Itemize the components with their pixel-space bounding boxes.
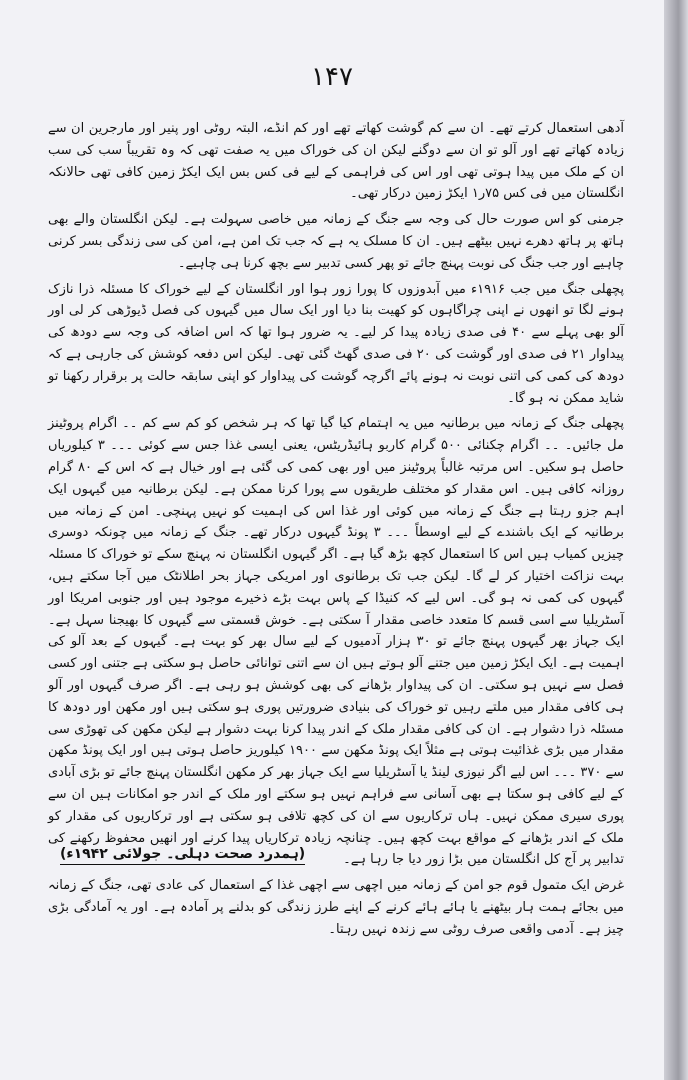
article-body [48,118,624,944]
paragraph: پچھلی جنگ میں جب ۱۹۱۶ء میں آبدوزوں کا پورا زور ہوا اور انگلستان کے لیے خوراک کا مسئلہ ذرا نازک ہونے لگا تو انھوں نے اپنی چراگاہوں کو کھیت بنا دیا اور ایک سال میں گیہوں کی فصل ڈیوڑھی کر لی اور آلو بھی پہلے سے ۴۰ فی صدی زیادہ پیدا کر لیے۔ یہ ضرور ہوا تھا کہ اس اضافہ کی وجہ سے دودھ کی پیداوار ۲۱ فی صدی اور گوشت کی ۲۰ فی صدی گھٹ گئی تھی۔ لیکن اس دفعہ کوشش کی جارہی ہے کہ دودھ کی کمی کی اتنی نوبت نہ ہونے پائے اگرچہ گوشت کی پیداوار کو اپنی سابقہ حالت پر برقرار رکھنا تو شاید ممکن نہ ہو گا۔ [48,281,625,406]
source-credit-text: (ہمدرد صحت دہلی۔ جولائی ۱۹۴۲ء) [60,846,305,865]
source-credit [60,846,620,862]
page-edge-shadow [664,0,688,1080]
paragraph: جرمنی کو اس صورت حال کی وجہ سے جنگ کے زمانہ میں خاصی سہولت ہے۔ لیکن انگلستان والے بھی ہاتھ پر ہاتھ دھرے نہیں بیٹھے ہیں۔ ان کا مسلک یہ ہے کہ جب تک امن ہے، امن کی سی زندگی بسر کرنی چاہیے اور جب جنگ کی نوبت پہنچ جائے تو پھر کسی تدبیر سے بچھ کرنا ہی چاہیے۔ [48,212,624,271]
paragraph: پچھلی جنگ کے زمانہ میں برطانیہ میں یہ اہتمام کیا گیا تھا کہ ہر شخص کو کم سے کم ۔۔ اگرام پروٹینز مل جائیں۔ ۔۔ اگرام چکنائی ۵۰۰ گرام کاربو ہائیڈریٹس، یعنی ایسی غذا جس سے کوئی ۔۔۔ ۳ کیلوریاں حاصل ہو سکیں۔ اس مرتبہ غالباً پروٹینز میں اور بھی کمی کی گئی ہے اور خیال ہے کہ اس کے ۸۰ گرام روزانہ کافی ہیں۔ اس مقدار کو مختلف طریقوں سے پورا کرنا ممکن ہے۔ لیکن برطانیہ میں گیہوں ایک اہم جزو رہتا ہے جنگ کے زمانہ میں کوئی اور غذا اس کی اہمیت کو نہیں پہنچی۔ امن کے زمانہ میں برطانیہ کے ایک باشندے کے لیے اوسطاً ۔۔۔ ۳ پونڈ گیہوں درکار تھے۔ جنگ کے زمانہ میں چونکہ دوسری چیزیں کمیاب ہیں اس کا استعمال کچھ بڑھ گیا ہے۔ اگر گیہوں انگلستان نہ پہنچ سکے تو خوراک کا مسئلہ بہت نزاکت اختیار کر لے گا۔ لیکن جب تک برطانوی اور امریکی جہاز بحر اطلانٹک میں آجا سکتے ہیں، گیہوں کی کمی نہ ہو گی۔ اس لیے کہ کنیڈا کے پاس بہت بڑے ذخیرے موجود ہیں اور جنوبی امریکا اور آسٹریلیا سے اسی قسم کا متعدد خاصی مقدار آ سکتی ہے۔ خوش قسمتی سے گیہوں کا بھیجنا سہل ہے۔ ایک جہاز بھر گیہوں پہنچ جائے تو ۳۰ ہزار آدمیوں کے لیے سال بھر کو بہت ہے۔ گیہوں کے بعد آلو کی اہمیت ہے۔ ایک ایکڑ زمین میں جتنے آلو ہوتے ہیں ان سے اتنی توانائی حاصل ہو سکتی ہے جتنی اور کسی فصل سے نہیں ہو سکتی۔ ان کی پیداوار بڑھانے کی بھی کوشش ہو رہی ہے۔ اگر صرف گیہوں اور آلو ہی کافی مقدار میں ملتے رہیں تو خوراک کی بنیادی ضرورتیں پوری ہو سکتی ہیں اور مکھن اور دودھ کا مسئلہ ذرا دشوار ہے۔ ان کی کافی مقدار ملک کے اندر پیدا کرنا بہت دشوار ہے لیکن مکھن کی تھوڑی سی مقدار میں بڑی غذائیت ہوتی ہے مثلاً ایک پونڈ مکھن سے ۱۹۰۰ کیلوریز حاصل ہوتی ہیں اور ایک پونڈ مکھن سے ۳۷۰ ۔۔۔ اس لیے اگر نیوزی لینڈ یا آسٹریلیا سے ایک جہاز بھر کر مکھن انگلستان پہنچ جائے تو بڑی آبادی کے لیے کافی ہو سکتا ہے بھی آسانی سے فراہم نہیں ہو سکتے اور ملک کے اندر جو امکانات ہیں ان سے پوری سیری ممکن نہیں۔ ہاں ترکاریوں سے ان کی کچھ تلافی ہو سکتی ہے اور ترکاریوں کی مقدار کو ملک کے اندر بڑھانے کے مواقع بہت کچھ ہیں۔ چنانچہ زیادہ ترکاریاں پیدا کرنے اور انھیں محفوظ رکھنے کی تدابیر پر آج کل انگلستان میں بڑا زور دیا جا رہا ہے۔ [48,416,625,868]
paragraph: غرض ایک متمول قوم جو امن کے زمانہ میں اچھی سے اچھی غذا کے استعمال کی عادی تھی، جنگ کے زمانہ میں بجائے ہمت ہار بیٹھنے یا ہائے ہائے کرنے کے اپنے طرز زندگی کو بدلنے پر آمادہ ہے۔ اور یہ آمادگی بڑی چیز ہے۔ آدمی واقعی صرف روٹی سے زندہ نہیں رہتا۔ [48,878,624,937]
paragraph: آدھی استعمال کرتے تھے۔ ان سے کم گوشت کھاتے تھے اور کم انڈے، البتہ روٹی اور پنیر اور مارجرین ان سے زیادہ کھاتے تھے اور آلو تو ان سے دوگنے لیکن ان کی خوراک میں یہ صفت تھی کہ وہ تقریباً سب کی سب ان کے ملک میں پیدا ہوتی تھی اور اس کی فراہمی کے لیے فی کس بس ایک ایکڑ زمین کافی تھی حالانکہ انگلستان میں فی کس ۷۵ر۱ ایکڑ زمین درکار تھی۔ [48,121,624,202]
page-number: ۱۴۷ [311,62,353,92]
